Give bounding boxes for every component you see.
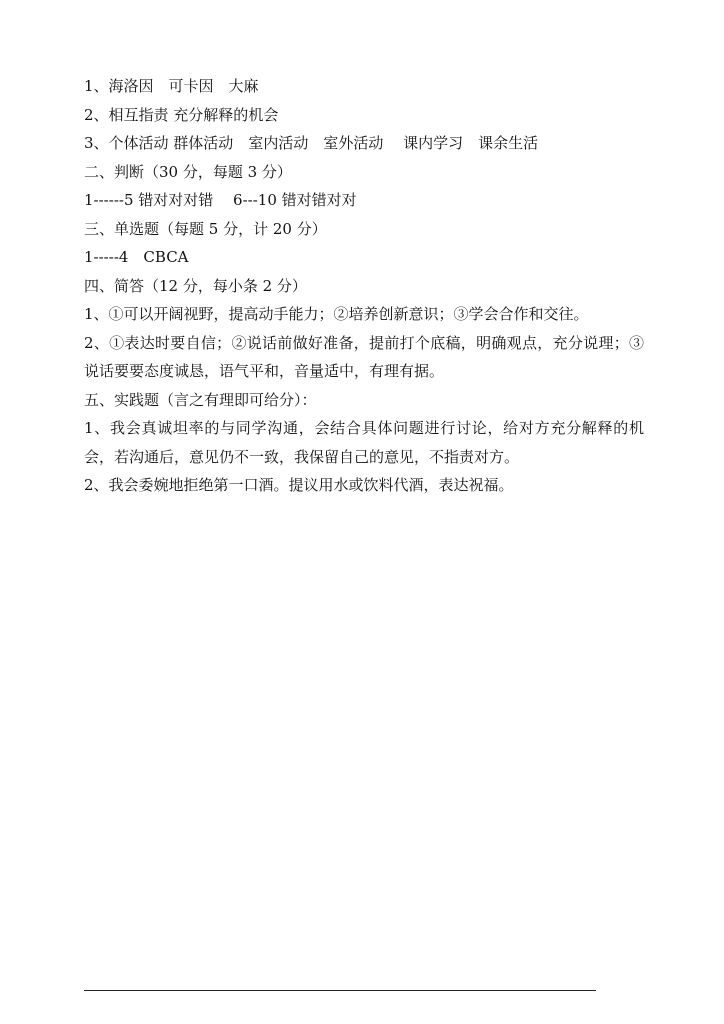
answer-practice-2: 2、我会委婉地拒绝第一口酒。提议用水或饮料代酒，表达祝福。: [84, 476, 514, 494]
answer-practice-1: 1、我会真诚坦率的与同学沟通，会结合具体问题进行讨论，给对方充分解释的机会，若沟通后，意见仍不一致，我保留自己的意见，不指责对方。: [84, 419, 644, 466]
section-heading-practice: 五、实践题（言之有理即可给分）：: [84, 390, 317, 409]
answer-fill-1: 1、海洛因 可卡因 大麻: [84, 77, 259, 95]
answer-single-choice: 1-----4 CBCA: [84, 248, 189, 266]
section-heading-single-choice: 三、单选题（每题 5 分，计 20 分）: [84, 219, 327, 238]
answer-judgment: 1------5 错对对对错 6---10 错对错对对: [84, 191, 357, 209]
answer-short-1: 1、①可以开阔视野，提高动手能力；②培养创新意识；③学会合作和交往。: [84, 305, 589, 323]
section-heading-judgment: 二、判断（30 分，每题 3 分）: [84, 162, 292, 181]
answer-fill-2: 2、相互指责 充分解释的机会: [84, 105, 279, 124]
footer-rule: [84, 990, 596, 991]
answer-short-2: 2、①表达时要自信；②说话前做好准备，提前打个底稿，明确观点，充分说理；③说话要要态度诚恳，语气平和，音量适中，有理有据。: [84, 333, 644, 380]
answer-key-content: [84, 72, 644, 500]
section-heading-short-answer: 四、简答（12 分，每小条 2 分）: [84, 276, 307, 295]
answer-fill-3: 3、个体活动 群体活动 室内活动 室外活动 课内学习 课余生活: [84, 134, 539, 152]
